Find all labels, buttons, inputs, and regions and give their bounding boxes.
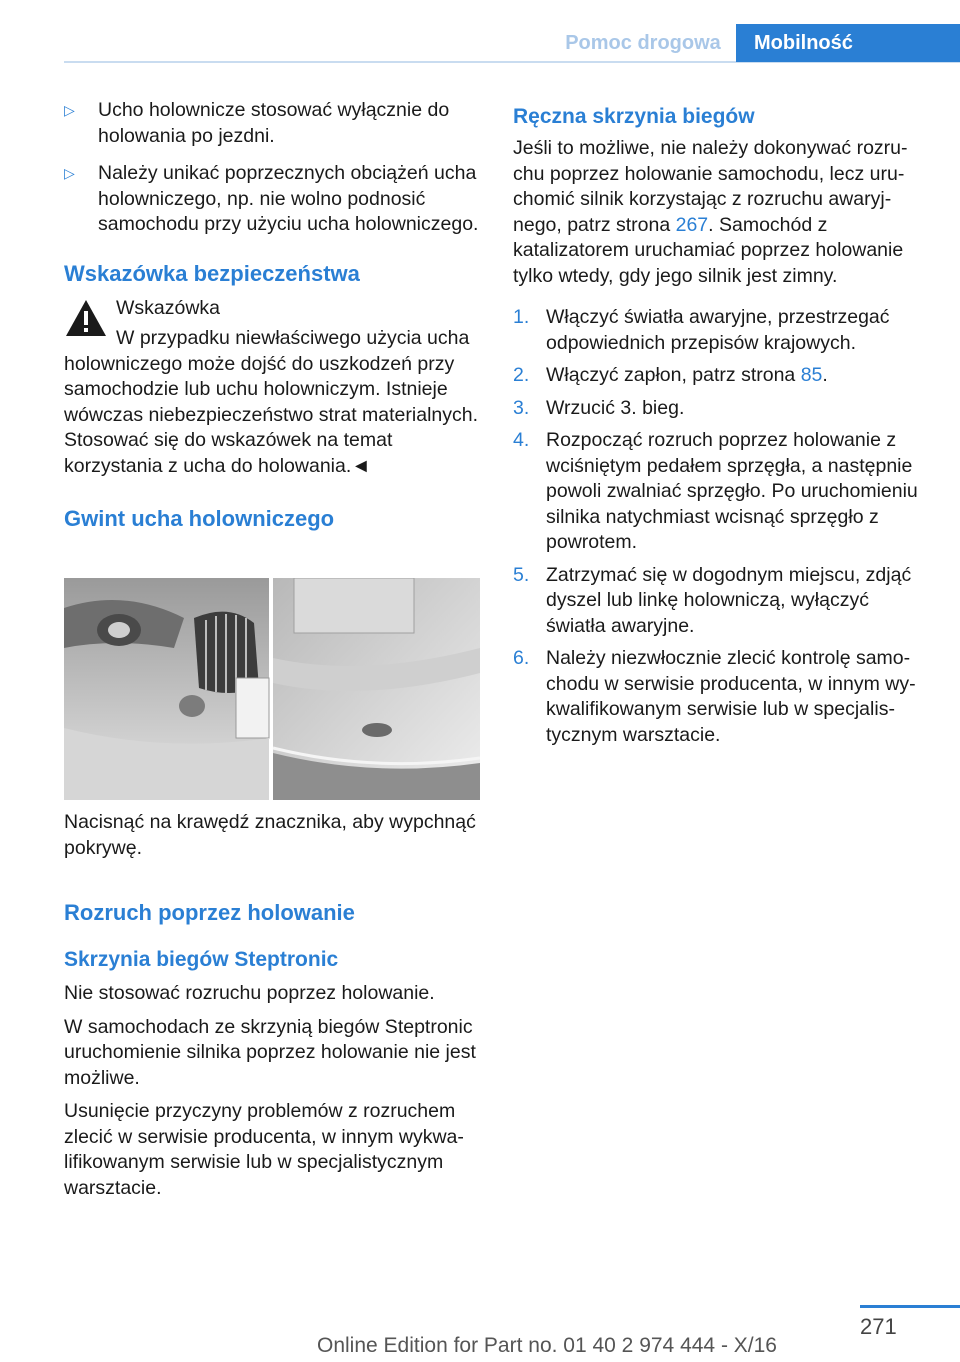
list-item: 5. Zatrzymać się w dogodnym miejscu, zdjąć dyszel lub linkę holowniczą, wyłączyć światła awaryjne. bbox=[513, 563, 912, 637]
tab-section[interactable]: Pomoc drogowa bbox=[565, 31, 721, 54]
step-number: 4. bbox=[513, 429, 530, 451]
warning-text: W przypadku niewłaściwego użycia ucha holowniczego może dojść do uszkodzeń przy samochodzie lub uchu holowniczym. Istnieje wówczas niebezpieczeństwo strat materialnych. Stosować się do wskazówek na temat korzystania z ucha do holowania.◄ bbox=[64, 327, 479, 477]
list-item: 6. Należy niezwłocznie zlecić kontrolę samochodu w serwisie producenta, w innym wykwalifikowanym serwisie lub w specjalistycznym warsztacie. bbox=[513, 647, 916, 746]
edition-note: Online Edition for Part no. 01 40 2 974 444 - X/16 bbox=[317, 1334, 777, 1357]
steptronic-heading: Skrzynia biegów Steptronic bbox=[64, 948, 339, 971]
triangle-bullet-icon: ▷ bbox=[64, 102, 75, 118]
tab-chapter[interactable]: Mobilność bbox=[736, 24, 960, 62]
tow-start-heading: Rozruch poprzez holowanie bbox=[64, 900, 355, 925]
list-item: 3. Wrzucić 3. bieg. bbox=[513, 396, 931, 422]
step-number: 5. bbox=[513, 563, 530, 586]
paragraph: Nie stosować rozruchu poprzez holowanie. bbox=[64, 982, 435, 1004]
step-number: 1. bbox=[513, 306, 530, 328]
list-item: 1. Włączyć światła awaryjne, przestrzegać odpowiednich przepisów krajowych. bbox=[513, 306, 890, 354]
list-item: ▷ Ucho holownicze stosować wyłącznie do holowania po jezdni. bbox=[64, 99, 450, 147]
step-number: 6. bbox=[513, 647, 530, 669]
right-column bbox=[513, 104, 931, 755]
list-item: 2. Włączyć zapłon, patrz strona 85. bbox=[513, 363, 931, 389]
warning-box bbox=[64, 296, 482, 480]
manual-gearbox-heading: Ręczna skrzynia biegów bbox=[513, 105, 755, 128]
left-column bbox=[64, 98, 482, 533]
tow-eye-cover-photo bbox=[64, 578, 480, 800]
triangle-bullet-icon: ▷ bbox=[64, 165, 75, 181]
thread-heading: Gwint ucha holowniczego bbox=[64, 506, 335, 531]
page-number: 271 bbox=[860, 1314, 897, 1339]
list-item: 4. Rozpocząć rozruch poprzez holowanie z wciśniętym pedałem sprzęgła, a następnie powoli zwalniać sprzęgło. Po uruchomieniu silnika natychmiast wcisnąć sprzęgło z powrotem. bbox=[513, 429, 918, 553]
intro-paragraph: Jeśli to możliwe, nie należy dokonywać rozruchu poprzez holowanie samochodu, lecz uruchomić silnik korzystając z rozruchu awaryjnego, patrz strona 267. Samochód z katalizatorem uruchamiać poprzez holowanie tylko wtedy, gdy jego silnik jest zimny. bbox=[513, 137, 908, 287]
page-link[interactable]: 267 bbox=[675, 213, 709, 236]
step-number: 3. bbox=[513, 396, 530, 419]
left-column-lower bbox=[64, 810, 482, 1201]
warning-icon bbox=[64, 298, 108, 338]
steps-list bbox=[513, 305, 931, 748]
bullet-list bbox=[64, 98, 482, 238]
paragraph: Usunięcie przyczyny problemów z rozruchem zlecić w serwisie producenta, w innym wykwalifikowanym serwisie lub w specjalistycznym warsztacie. bbox=[64, 1100, 464, 1199]
warning-title: Wskazówka bbox=[116, 296, 221, 319]
step-number: 2. bbox=[513, 364, 530, 386]
list-item: ▷ Należy unikać poprzecznych obciążeń ucha holowniczego, np. nie wolno podnosić samochodu przy użyciu ucha holowniczego. bbox=[64, 162, 479, 235]
footer-rule bbox=[860, 1305, 960, 1308]
paragraph: W samochodach ze skrzynią biegów Steptronic uruchomienie silnika poprzez holowanie nie jest możliwe. bbox=[64, 1015, 476, 1089]
page-link[interactable]: 85 bbox=[800, 364, 823, 386]
safety-heading: Wskazówka bezpieczeństwa bbox=[64, 260, 360, 286]
photo-caption: Nacisnąć na krawędź znacznika, aby wypchnąć pokrywę. bbox=[64, 811, 476, 859]
